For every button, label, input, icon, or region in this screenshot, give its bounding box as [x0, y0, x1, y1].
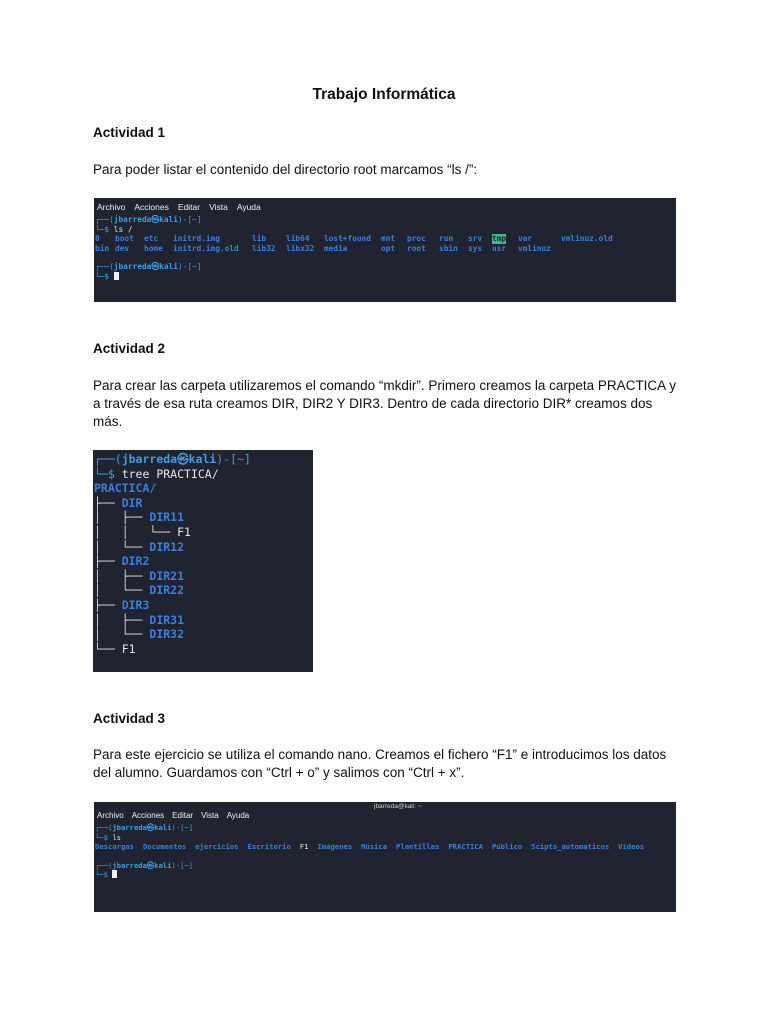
tree-branch: │ ├── [94, 612, 150, 627]
tree-file: F1 [177, 524, 191, 539]
tree-branch: ├── [94, 554, 122, 569]
ls-directory: PRACTICA [448, 842, 483, 851]
ls-column [144, 234, 173, 253]
prompt-user: jbarreda㉿kali [112, 823, 172, 832]
tree-node [94, 510, 313, 525]
ls-entry: etc [144, 234, 159, 243]
ls-column [407, 234, 439, 253]
ls-entry: root [407, 243, 426, 253]
ls-entry: bin [95, 243, 110, 253]
command-text: ls / [113, 224, 133, 234]
ls-entry: sbin [439, 243, 458, 253]
ls-entry: vmlinuz [518, 243, 551, 253]
ls-entry: proc [407, 234, 426, 243]
terminal-screenshot-ls-home [94, 802, 676, 912]
ls-entry: tmp [492, 234, 507, 243]
tree-output [94, 496, 313, 657]
tree-branch: │ └── [94, 627, 150, 642]
ls-entry: dev [115, 243, 130, 253]
ls-column [561, 234, 621, 253]
ls-entry: initrd.img.old [173, 243, 239, 253]
terminal-output [93, 450, 313, 656]
cursor [114, 272, 119, 280]
command-text: ls [112, 832, 121, 842]
ls-column [286, 234, 324, 253]
ls-entry: 0 [95, 234, 100, 243]
ls-entry: home [144, 243, 163, 253]
command-line: └─$ ls [95, 832, 121, 842]
tree-node [94, 598, 313, 613]
prompt-line: ┌──(jbarreda㉿kali)-[~] [95, 215, 202, 224]
ls-entry: run [439, 234, 454, 243]
section-heading-3: Actividad 3 [93, 711, 166, 726]
terminal-screenshot-ls-root [94, 198, 676, 302]
ls-column [115, 234, 144, 253]
section-text-3: Para este ejercicio se utiliza el comando nano. Creamos el fichero “F1” e introducimos los datos del alumno. Guardamos con “Ctrl + o” y salimos con “Ctrl + x”. [93, 747, 667, 780]
tree-branch: │ ├── [94, 510, 150, 525]
ls-directory: Escritorio [247, 842, 291, 851]
tree-directory: DIR2 [121, 554, 150, 569]
tree-directory: DIR32 [149, 627, 185, 642]
ls-entry: vmlinuz.old [561, 234, 613, 243]
section-text-2: Para crear las carpeta utilizaremos el comando “mkdir”. Primero creamos la carpeta PRACTICA y a través de esa ruta creamos DIR, DIR2 Y DIR3. Dentro de cada directorio DIR* creamos dos más. [93, 378, 676, 429]
tree-node [94, 554, 313, 569]
ls-directory: Scipts_automaticos [531, 842, 610, 851]
ls-entry: media [324, 243, 348, 253]
tree-node [94, 613, 313, 628]
input-line[interactable]: └─$ [95, 272, 676, 282]
prompt-line-2: ┌──(jbarreda㉿kali)-[~] [95, 860, 194, 870]
ls-column [468, 234, 492, 253]
ls-entry: var [518, 234, 533, 243]
tree-node [94, 540, 313, 555]
command-line: └─$ tree PRACTICA/ [94, 466, 219, 481]
tree-branch: │ └── [94, 539, 150, 554]
command-line: └─$ ls / [95, 224, 133, 234]
tree-branch: ├── [94, 597, 122, 612]
tree-directory: DIR11 [149, 510, 185, 525]
ls-entry: opt [381, 243, 396, 253]
menu-editar[interactable]: Editar [177, 202, 201, 212]
menu-archivo[interactable]: Archivo [97, 202, 126, 212]
tree-node [94, 642, 313, 657]
terminal-output [94, 212, 676, 281]
tree-node [94, 583, 313, 598]
menu-archivo[interactable]: Archivo [97, 811, 124, 820]
menu-acciones[interactable]: Acciones [134, 202, 169, 212]
ls-output [95, 842, 676, 852]
menu-ayuda[interactable]: Ayuda [226, 811, 250, 820]
ls-file: F1 [299, 842, 309, 851]
terminal-output [94, 820, 676, 880]
tree-directory: DIR12 [149, 539, 185, 554]
tree-branch: │ └── [94, 583, 150, 598]
tree-branch: └── [94, 641, 122, 656]
tree-branch: │ │ └── [94, 524, 178, 539]
prompt-user: jbarreda㉿kali [121, 452, 217, 466]
ls-entry: libx32 [286, 243, 315, 253]
ls-entry: lost+found [324, 234, 371, 243]
ls-entry: initrd.img [173, 234, 220, 243]
prompt-line: ┌──(jbarreda㉿kali)-[~] [95, 823, 194, 832]
command-text: tree PRACTICA/ [121, 466, 219, 481]
ls-directory: Imágenes [317, 842, 353, 851]
tree-node [94, 525, 313, 540]
window-title: jbarreda@kali: ~ [374, 803, 422, 810]
tree-directory: DIR [121, 495, 143, 510]
tree-file: F1 [121, 641, 136, 656]
ls-directory: Público [491, 842, 523, 851]
ls-directory: Documentos [142, 842, 187, 851]
menu-ayuda[interactable]: Ayuda [236, 202, 261, 212]
ls-column [95, 234, 115, 253]
tree-directory: DIR31 [149, 612, 185, 627]
ls-directory: Vídeos [618, 842, 645, 851]
menu-vista[interactable]: Vista [209, 202, 228, 212]
ls-directory: Plantillas [396, 842, 440, 851]
tree-root: PRACTICA/ [94, 481, 157, 496]
ls-entry: lib [252, 234, 267, 243]
prompt-user: jbarreda㉿kali [113, 215, 178, 224]
ls-column [518, 234, 561, 253]
ls-column [173, 234, 252, 253]
ls-entry: lib64 [286, 234, 310, 243]
prompt-line-2: ┌──(jbarreda㉿kali)-[~] [95, 262, 202, 271]
tree-node [94, 627, 313, 642]
ls-entry: usr [492, 243, 507, 253]
ls-directory: ejercicios [195, 842, 239, 851]
menu-vista[interactable]: Vista [201, 811, 219, 820]
section-heading-1: Actividad 1 [93, 125, 166, 140]
tree-directory: DIR3 [121, 597, 150, 612]
tree-node [94, 569, 313, 584]
menu-acciones[interactable]: Acciones [131, 811, 165, 820]
tree-directory: DIR22 [149, 583, 185, 598]
ls-directory: Música [361, 842, 388, 851]
document-title: Trabajo Informática [312, 86, 456, 103]
input-line[interactable]: └─$ [95, 870, 676, 880]
menu-editar[interactable]: Editar [172, 811, 194, 820]
ls-column [324, 234, 381, 253]
ls-entry: boot [115, 234, 134, 243]
ls-column [381, 234, 407, 253]
section-heading-2: Actividad 2 [93, 341, 166, 356]
ls-column [439, 234, 468, 253]
ls-entry: srv [468, 234, 483, 243]
tree-branch: │ ├── [94, 568, 150, 583]
ls-entry: mnt [381, 234, 396, 243]
ls-output [95, 234, 676, 253]
terminal-screenshot-tree [93, 450, 313, 672]
ls-column [252, 234, 286, 253]
ls-entry: lib32 [252, 243, 276, 253]
ls-entry: sys [468, 243, 483, 253]
ls-directory: Descargas [95, 842, 134, 851]
prompt-line: ┌──(jbarreda㉿kali)-[~] [94, 452, 251, 466]
cursor [112, 870, 117, 878]
tree-branch: ├── [94, 495, 122, 510]
ls-column [492, 234, 518, 253]
section-text-1: Para poder listar el contenido del directorio root marcamos “ls /”: [93, 162, 478, 177]
tree-node [94, 496, 313, 511]
tree-directory: DIR21 [149, 568, 185, 583]
terminal-menubar [94, 198, 676, 212]
